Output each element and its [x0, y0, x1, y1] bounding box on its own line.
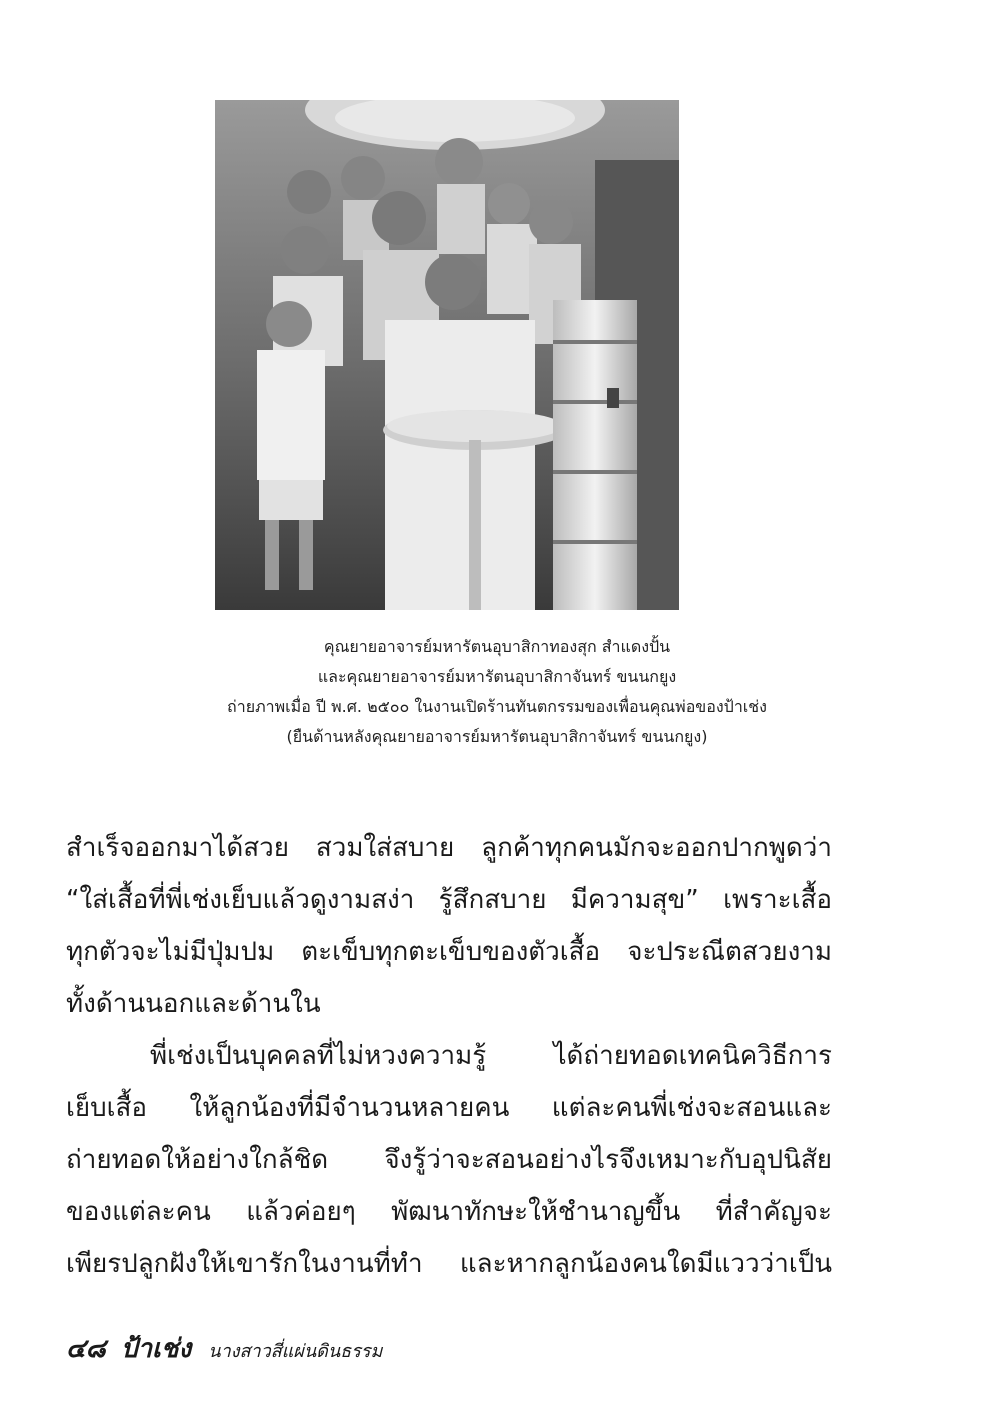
- caption-line: คุณยายอาจารย์มหารัตนอุบาสิกาทองสุก สำแดงปั้น: [323, 637, 671, 656]
- photo-caption: [100, 632, 894, 752]
- body-line: เย็บเสื้อ ให้ลูกน้องที่มีจำนวนหลายคน แต่ละคนพี่เช่งจะสอนและ: [66, 1093, 832, 1123]
- group-photo-illustration: [215, 100, 679, 610]
- caption-line: ถ่ายภาพเมื่อ ปี พ.ศ. ๒๕๐๐ ในงานเปิดร้านทันตกรรมของเพื่อนคุณพ่อของป้าเช่ง: [227, 697, 767, 716]
- caption-line: (ยืนด้านหลังคุณยายอาจารย์มหารัตนอุบาสิกาจันทร์ ขนนกยูง): [286, 727, 708, 746]
- body-text: [66, 822, 832, 1290]
- body-line: ถ่ายทอดให้อย่างใกล้ชิด จึงรู้ว่าจะสอนอย่างไรจึงเหมาะกับอุปนิสัย: [66, 1145, 832, 1175]
- group-photo: [215, 100, 679, 610]
- body-line: “ใส่เสื้อที่พี่เช่งเย็บแล้วดูงามสง่า รู้สึกสบาย มีความสุข” เพราะเสื้อ: [66, 885, 832, 915]
- book-subtitle: นางสาวสี่แผ่นดินธรรม: [208, 1341, 383, 1362]
- body-line: สำเร็จออกมาได้สวย สวมใส่สบาย ลูกค้าทุกคนมักจะออกปากพูดว่า: [66, 833, 832, 863]
- body-line: ทั้งด้านนอกและด้านใน: [66, 989, 321, 1019]
- book-title: ป้าเช่ง: [120, 1334, 192, 1364]
- page-number: ๔๘: [66, 1334, 106, 1364]
- body-line: เพียรปลูกฝังให้เขารักในงานที่ทำ และหากลูกน้องคนใดมีแววว่าเป็น: [66, 1249, 832, 1279]
- caption-line: และคุณยายอาจารย์มหารัตนอุบาสิกาจันทร์ ขนนกยูง: [317, 667, 677, 686]
- body-line: ทุกตัวจะไม่มีปุ่มปม ตะเข็บทุกตะเข็บของตัวเสื้อ จะประณีตสวยงาม: [66, 937, 832, 967]
- body-line: ของแต่ละคน แล้วค่อยๆ พัฒนาทักษะให้ชำนาญขึ้น ที่สำคัญจะ: [66, 1197, 832, 1227]
- body-line-paragraph-start: พี่เช่งเป็นบุคคลที่ไม่หวงความรู้ ได้ถ่ายทอดเทคนิควิธีการ: [150, 1041, 832, 1071]
- page-footer: [66, 1328, 666, 1368]
